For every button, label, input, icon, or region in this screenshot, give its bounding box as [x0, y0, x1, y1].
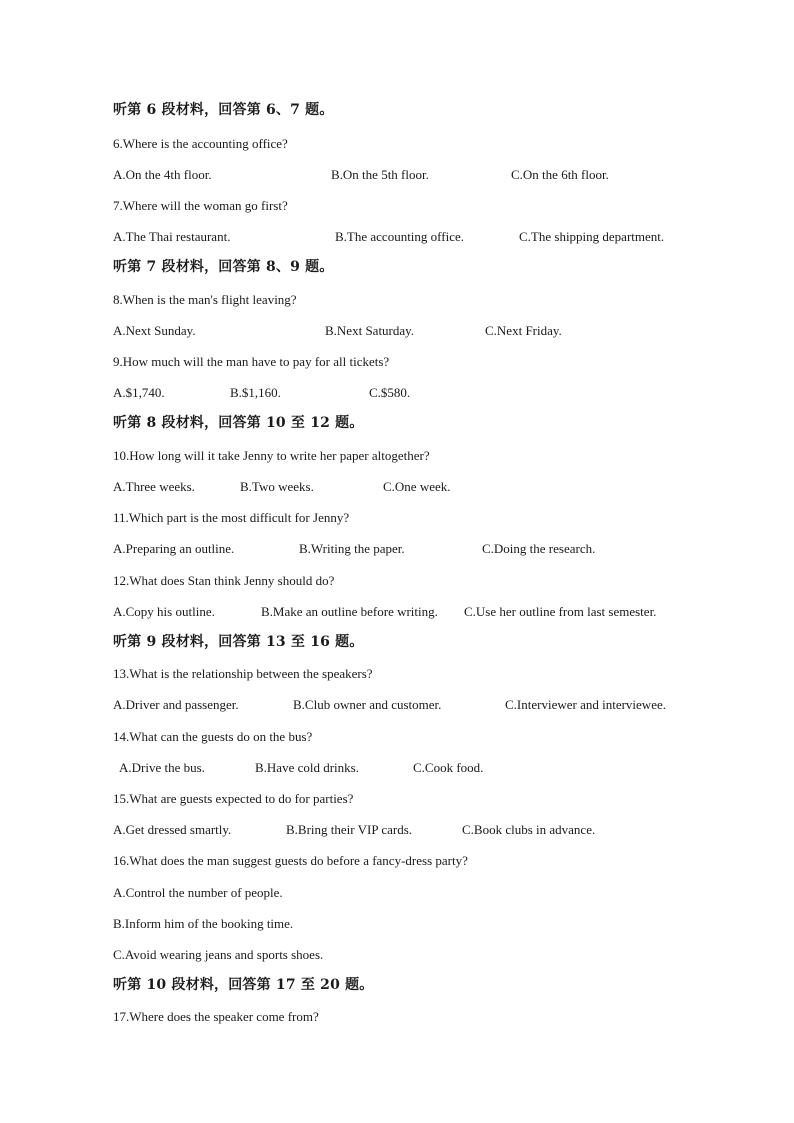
section-heading: 听第 8 段材料，回答第 10 至 12 题。 — [113, 415, 364, 431]
section-heading: 听第 6 段材料，回答第 6、7 题。 — [113, 102, 334, 118]
question-text: 7.Where will the woman go first? — [113, 198, 288, 213]
option-c: C.Interviewer and interviewee. — [505, 697, 666, 712]
option-c: C.One week. — [383, 479, 451, 494]
option-b: B.Writing the paper. — [299, 541, 405, 556]
question-text: 9.How much will the man have to pay for all tickets? — [113, 354, 390, 369]
question-text: 16.What does the man suggest guests do before a fancy-dress party? — [113, 853, 468, 868]
question-text: 8.When is the man's flight leaving? — [113, 292, 297, 307]
section-heading: 听第 9 段材料，回答第 13 至 16 题。 — [113, 634, 364, 650]
question-text: 10.How long will it take Jenny to write her paper altogether? — [113, 448, 430, 463]
option-a: A.Get dressed smartly. — [113, 822, 232, 837]
option-c: C.Doing the research. — [482, 541, 596, 556]
option-b: B.The accounting office. — [335, 229, 464, 244]
option-a: A.Next Sunday. — [113, 323, 196, 338]
option-c: C.Avoid wearing jeans and sports shoes. — [113, 947, 324, 962]
option-b: B.Inform him of the booking time. — [113, 916, 294, 931]
option-c: C.The shipping department. — [519, 229, 665, 244]
option-b: B.Make an outline before writing. — [261, 604, 438, 619]
option-b: B.Bring their VIP cards. — [286, 822, 413, 837]
option-c: C.Next Friday. — [485, 323, 562, 338]
option-b: B.$1,160. — [230, 385, 281, 400]
question-text: 15.What are guests expected to do for parties? — [113, 791, 354, 806]
option-a: A.$1,740. — [113, 385, 165, 400]
option-b: B.Have cold drinks. — [255, 760, 359, 775]
option-a: A.Copy his outline. — [113, 604, 215, 619]
option-a: A.Control the number of people. — [113, 885, 283, 900]
option-b: B.Club owner and customer. — [293, 697, 442, 712]
option-c: C.$580. — [369, 385, 411, 400]
question-text: 11.Which part is the most difficult for Jenny? — [113, 510, 350, 525]
question-text: 13.What is the relationship between the speakers? — [113, 666, 373, 681]
option-b: B.Next Saturday. — [325, 323, 415, 338]
option-a: A.Preparing an outline. — [113, 541, 235, 556]
option-c: C.Use her outline from last semester. — [464, 604, 657, 619]
section-heading: 听第 10 段材料，回答第 17 至 20 题。 — [113, 977, 374, 993]
option-c: C.On the 6th floor. — [511, 167, 609, 182]
question-text: 6.Where is the accounting office? — [113, 136, 288, 151]
option-a: A.Three weeks. — [113, 479, 195, 494]
question-text: 12.What does Stan think Jenny should do? — [113, 573, 335, 588]
option-c: C.Book clubs in advance. — [462, 822, 596, 837]
option-a: A.On the 4th floor. — [113, 167, 212, 182]
option-b: B.On the 5th floor. — [331, 167, 429, 182]
option-a: A.Driver and passenger. — [113, 697, 239, 712]
question-text: 14.What can the guests do on the bus? — [113, 729, 313, 744]
option-a: A.Drive the bus. — [119, 760, 205, 775]
section-heading: 听第 7 段材料，回答第 8、9 题。 — [113, 259, 334, 275]
option-b: B.Two weeks. — [240, 479, 314, 494]
option-a: A.The Thai restaurant. — [113, 229, 231, 244]
option-c: C.Cook food. — [413, 760, 484, 775]
question-text: 17.Where does the speaker come from? — [113, 1009, 319, 1024]
